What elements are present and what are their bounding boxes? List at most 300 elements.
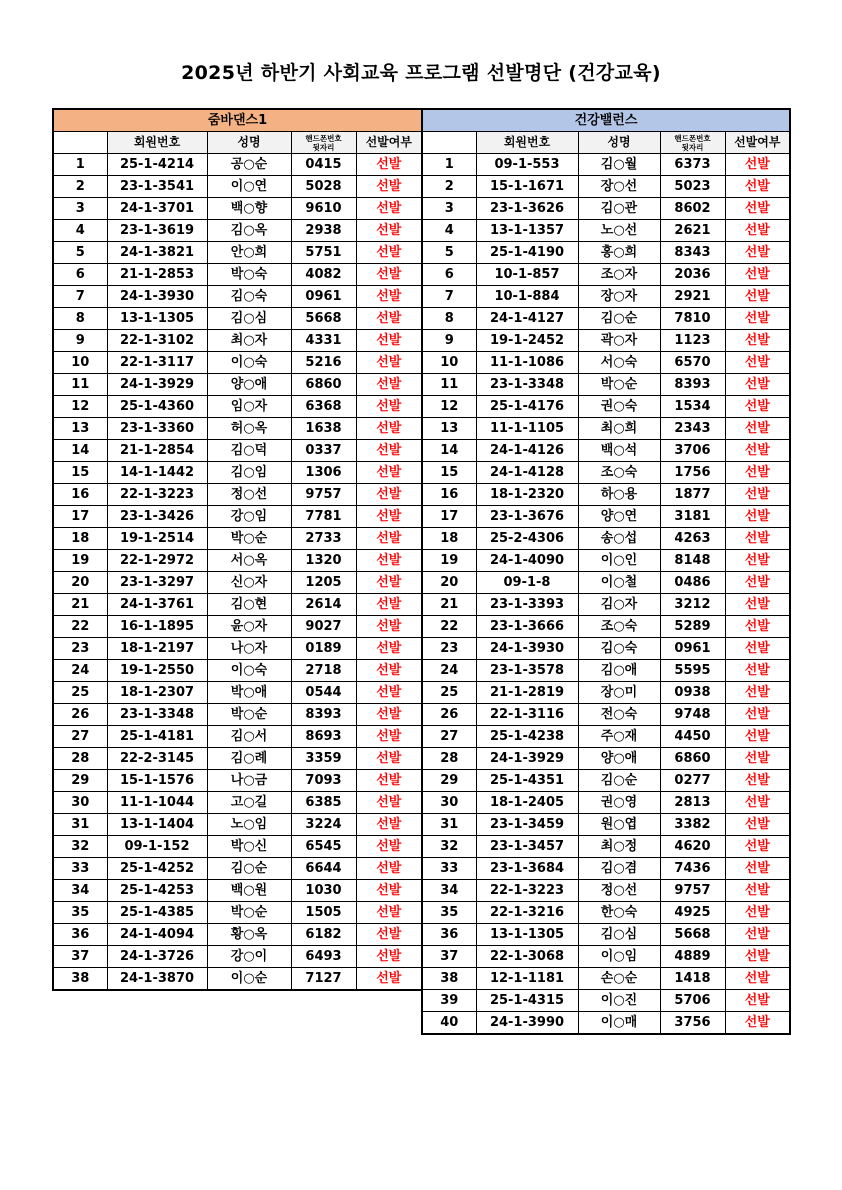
- table-row: [422, 308, 790, 330]
- phone-last4: 0189: [291, 638, 356, 660]
- selection-status: 선발: [725, 198, 790, 220]
- member-name: 정○선: [578, 880, 660, 902]
- table-row: [53, 176, 422, 198]
- member-name: 이○순: [207, 968, 291, 991]
- phone-last4: 4450: [660, 726, 725, 748]
- selection-status: 선발: [725, 990, 790, 1012]
- selection-status: 선발: [725, 880, 790, 902]
- selection-status: 선발: [356, 572, 422, 594]
- row-index: 4: [53, 220, 107, 242]
- member-number: 21-1-2819: [476, 682, 578, 704]
- selection-status: 선발: [725, 550, 790, 572]
- selection-status: 선발: [725, 704, 790, 726]
- phone-last4: 5023: [660, 176, 725, 198]
- member-number: 23-1-3393: [476, 594, 578, 616]
- phone-last4: 3224: [291, 814, 356, 836]
- member-number: 13-1-1305: [476, 924, 578, 946]
- member-name: 백○원: [207, 880, 291, 902]
- member-number: 23-1-3578: [476, 660, 578, 682]
- selection-status: 선발: [356, 682, 422, 704]
- table-row: [53, 462, 422, 484]
- member-name: 나○금: [207, 770, 291, 792]
- selection-status: 선발: [725, 418, 790, 440]
- phone-last4: 1877: [660, 484, 725, 506]
- member-number: 23-1-3666: [476, 616, 578, 638]
- row-index: 11: [53, 374, 107, 396]
- member-number: 24-1-4090: [476, 550, 578, 572]
- table-row: [53, 550, 422, 572]
- selection-status: 선발: [725, 616, 790, 638]
- row-index: 20: [422, 572, 476, 594]
- table-row: [53, 946, 422, 968]
- table-row: [53, 902, 422, 924]
- member-name: 김○관: [578, 198, 660, 220]
- table-row: [422, 550, 790, 572]
- phone-last4: 3181: [660, 506, 725, 528]
- selection-status: 선발: [356, 352, 422, 374]
- row-index: 27: [422, 726, 476, 748]
- member-name: 최○정: [578, 836, 660, 858]
- member-name: 김○옥: [207, 220, 291, 242]
- member-number: 22-1-2972: [107, 550, 207, 572]
- member-name: 원○엽: [578, 814, 660, 836]
- phone-last4: 6644: [291, 858, 356, 880]
- member-name: 이○임: [578, 946, 660, 968]
- table-row: [422, 704, 790, 726]
- member-number: 25-1-4190: [476, 242, 578, 264]
- row-index: 5: [422, 242, 476, 264]
- phone-last4: 6860: [660, 748, 725, 770]
- table-row: [422, 792, 790, 814]
- member-number: 23-1-3297: [107, 572, 207, 594]
- member-number: 16-1-1895: [107, 616, 207, 638]
- table-row: [53, 726, 422, 748]
- selection-status: 선발: [725, 924, 790, 946]
- phone-last4: 1205: [291, 572, 356, 594]
- table-row: [422, 880, 790, 902]
- row-index: 7: [53, 286, 107, 308]
- member-name: 김○숙: [578, 638, 660, 660]
- selection-status: 선발: [725, 682, 790, 704]
- member-number: 24-1-4128: [476, 462, 578, 484]
- phone-last4: 3756: [660, 1012, 725, 1035]
- selection-status: 선발: [356, 726, 422, 748]
- selection-status: 선발: [356, 484, 422, 506]
- row-index: 21: [422, 594, 476, 616]
- member-name: 주○재: [578, 726, 660, 748]
- member-name: 김○현: [207, 594, 291, 616]
- phone-last4: 1638: [291, 418, 356, 440]
- member-number: 12-1-1181: [476, 968, 578, 990]
- phone-last4: 6182: [291, 924, 356, 946]
- row-index: 23: [53, 638, 107, 660]
- selection-status: 선발: [725, 352, 790, 374]
- member-number: 13-1-1357: [476, 220, 578, 242]
- phone-last4: 6373: [660, 154, 725, 176]
- phone-last4: 0277: [660, 770, 725, 792]
- member-number: 25-1-4252: [107, 858, 207, 880]
- table-row: [53, 638, 422, 660]
- phone-last4: 4331: [291, 330, 356, 352]
- phone-last4: 5216: [291, 352, 356, 374]
- member-number: 23-1-3348: [107, 704, 207, 726]
- table-row: [422, 198, 790, 220]
- phone-last4: 1030: [291, 880, 356, 902]
- row-index: 28: [53, 748, 107, 770]
- member-name: 이○진: [578, 990, 660, 1012]
- selection-status: 선발: [725, 308, 790, 330]
- selection-status: 선발: [725, 748, 790, 770]
- selection-status: 선발: [725, 286, 790, 308]
- member-name: 손○순: [578, 968, 660, 990]
- phone-last4: 6385: [291, 792, 356, 814]
- table-row: [422, 594, 790, 616]
- selection-status: 선발: [725, 176, 790, 198]
- phone-last4: 0337: [291, 440, 356, 462]
- selection-status: 선발: [356, 902, 422, 924]
- member-name: 장○미: [578, 682, 660, 704]
- phone-last4: 4925: [660, 902, 725, 924]
- member-number: 19-1-2550: [107, 660, 207, 682]
- member-number: 23-1-3541: [107, 176, 207, 198]
- row-index: 23: [422, 638, 476, 660]
- row-index: 15: [422, 462, 476, 484]
- table-row: [422, 440, 790, 462]
- table-row: [53, 418, 422, 440]
- table-row: [422, 286, 790, 308]
- member-number: 23-1-3348: [476, 374, 578, 396]
- member-name: 박○애: [207, 682, 291, 704]
- phone-last4: 6368: [291, 396, 356, 418]
- row-index: 24: [422, 660, 476, 682]
- phone-last4: 5028: [291, 176, 356, 198]
- member-name: 양○연: [578, 506, 660, 528]
- row-index: 40: [422, 1012, 476, 1035]
- phone-last4: 3359: [291, 748, 356, 770]
- phone-last4: 4620: [660, 836, 725, 858]
- member-name: 김○심: [207, 308, 291, 330]
- selection-status: 선발: [356, 418, 422, 440]
- member-number: 23-1-3459: [476, 814, 578, 836]
- member-number: 23-1-3626: [476, 198, 578, 220]
- member-number: 24-1-3930: [107, 286, 207, 308]
- selection-status: 선발: [356, 220, 422, 242]
- zumba-roster-table: [52, 108, 423, 991]
- table-row: [53, 220, 422, 242]
- row-index: 37: [53, 946, 107, 968]
- phone-last4: 9610: [291, 198, 356, 220]
- row-index: 9: [422, 330, 476, 352]
- row-index: 1: [53, 154, 107, 176]
- member-number: 25-1-4176: [476, 396, 578, 418]
- member-number: 24-1-4127: [476, 308, 578, 330]
- member-name: 양○애: [207, 374, 291, 396]
- member-name: 김○애: [578, 660, 660, 682]
- phone-last4: 5289: [660, 616, 725, 638]
- selection-status: 선발: [356, 308, 422, 330]
- member-name: 박○순: [207, 704, 291, 726]
- member-name: 노○임: [207, 814, 291, 836]
- member-name: 조○숙: [578, 462, 660, 484]
- member-name: 조○자: [578, 264, 660, 286]
- table-row: [422, 352, 790, 374]
- phone-last4: 5706: [660, 990, 725, 1012]
- row-index: 16: [53, 484, 107, 506]
- table-row: [422, 462, 790, 484]
- member-name: 이○숙: [207, 352, 291, 374]
- row-index: 22: [53, 616, 107, 638]
- row-index: 9: [53, 330, 107, 352]
- selection-status: 선발: [356, 528, 422, 550]
- member-number: 23-1-3426: [107, 506, 207, 528]
- member-number: 22-1-3102: [107, 330, 207, 352]
- table-row: [422, 572, 790, 594]
- row-index: 36: [422, 924, 476, 946]
- table-row: [422, 418, 790, 440]
- member-name: 김○순: [578, 770, 660, 792]
- table-row: [53, 286, 422, 308]
- selection-status: 선발: [356, 968, 422, 991]
- phone-last4: 1756: [660, 462, 725, 484]
- row-index: 5: [53, 242, 107, 264]
- member-number: 09-1-553: [476, 154, 578, 176]
- member-number: 21-1-2853: [107, 264, 207, 286]
- header-phone-line2: 뒷자리: [312, 142, 335, 152]
- table-row: [53, 704, 422, 726]
- member-name: 이○매: [578, 1012, 660, 1035]
- member-number: 15-1-1576: [107, 770, 207, 792]
- phone-last4: 0961: [660, 638, 725, 660]
- phone-last4: 1534: [660, 396, 725, 418]
- phone-last4: 4082: [291, 264, 356, 286]
- row-index: 13: [53, 418, 107, 440]
- table-row: [53, 594, 422, 616]
- member-number: 22-1-3117: [107, 352, 207, 374]
- row-index: 27: [53, 726, 107, 748]
- row-index: 6: [422, 264, 476, 286]
- member-name: 황○옥: [207, 924, 291, 946]
- table-row: [53, 396, 422, 418]
- row-index: 3: [53, 198, 107, 220]
- member-name: 신○자: [207, 572, 291, 594]
- row-index: 25: [422, 682, 476, 704]
- row-index: 17: [422, 506, 476, 528]
- selection-status: 선발: [356, 506, 422, 528]
- member-number: 18-1-2307: [107, 682, 207, 704]
- phone-last4: 7436: [660, 858, 725, 880]
- member-name: 권○영: [578, 792, 660, 814]
- row-index: 24: [53, 660, 107, 682]
- phone-last4: 8343: [660, 242, 725, 264]
- selection-status: 선발: [356, 440, 422, 462]
- member-name: 홍○희: [578, 242, 660, 264]
- row-index: 34: [53, 880, 107, 902]
- row-index: 12: [422, 396, 476, 418]
- header-index-blank: [422, 132, 476, 154]
- health-balance-roster-table: [421, 108, 791, 1035]
- member-name: 곽○자: [578, 330, 660, 352]
- member-name: 김○서: [207, 726, 291, 748]
- selection-status: 선발: [725, 506, 790, 528]
- member-name: 전○숙: [578, 704, 660, 726]
- header-phone: [291, 132, 356, 154]
- selection-status: 선발: [356, 748, 422, 770]
- row-index: 39: [422, 990, 476, 1012]
- selection-status: 선발: [356, 946, 422, 968]
- member-name: 김○례: [207, 748, 291, 770]
- selection-status: 선발: [725, 814, 790, 836]
- phone-last4: 3382: [660, 814, 725, 836]
- row-index: 29: [422, 770, 476, 792]
- header-name: 성명: [207, 132, 291, 154]
- row-index: 32: [422, 836, 476, 858]
- member-number: 13-1-1305: [107, 308, 207, 330]
- selection-status: 선발: [356, 638, 422, 660]
- member-name: 김○순: [578, 308, 660, 330]
- member-name: 나○자: [207, 638, 291, 660]
- selection-status: 선발: [725, 638, 790, 660]
- table-row: [422, 220, 790, 242]
- member-name: 김○겸: [578, 858, 660, 880]
- row-index: 33: [53, 858, 107, 880]
- member-name: 이○인: [578, 550, 660, 572]
- member-number: 21-1-2854: [107, 440, 207, 462]
- header-member-no: 회원번호: [107, 132, 207, 154]
- table-row: [53, 770, 422, 792]
- member-number: 24-1-4094: [107, 924, 207, 946]
- phone-last4: 9757: [291, 484, 356, 506]
- table-row: [53, 682, 422, 704]
- group-title-health-balance: 건강밸런스: [422, 109, 790, 132]
- table-row: [422, 946, 790, 968]
- phone-last4: 2718: [291, 660, 356, 682]
- phone-last4: 6545: [291, 836, 356, 858]
- member-name: 한○숙: [578, 902, 660, 924]
- member-number: 23-1-3457: [476, 836, 578, 858]
- member-name: 강○이: [207, 946, 291, 968]
- selection-status: 선발: [356, 550, 422, 572]
- table-row: [422, 990, 790, 1012]
- table-row: [53, 330, 422, 352]
- member-number: 11-1-1086: [476, 352, 578, 374]
- selection-status: 선발: [356, 374, 422, 396]
- member-name: 공○순: [207, 154, 291, 176]
- row-index: 21: [53, 594, 107, 616]
- phone-last4: 7127: [291, 968, 356, 991]
- table-row: [53, 506, 422, 528]
- phone-last4: 9748: [660, 704, 725, 726]
- selection-status: 선발: [356, 286, 422, 308]
- phone-last4: 5668: [291, 308, 356, 330]
- member-name: 하○용: [578, 484, 660, 506]
- table-row: [53, 924, 422, 946]
- member-name: 박○순: [207, 902, 291, 924]
- phone-last4: 2813: [660, 792, 725, 814]
- selection-status: 선발: [725, 726, 790, 748]
- row-index: 32: [53, 836, 107, 858]
- table-row: [422, 506, 790, 528]
- row-index: 10: [422, 352, 476, 374]
- header-name: 성명: [578, 132, 660, 154]
- member-number: 25-1-4360: [107, 396, 207, 418]
- selection-status: 선발: [725, 836, 790, 858]
- row-index: 30: [422, 792, 476, 814]
- table-row: [53, 792, 422, 814]
- member-number: 24-1-4126: [476, 440, 578, 462]
- table-row: [53, 836, 422, 858]
- member-name: 고○길: [207, 792, 291, 814]
- member-number: 18-1-2320: [476, 484, 578, 506]
- member-number: 09-1-8: [476, 572, 578, 594]
- member-number: 23-1-3684: [476, 858, 578, 880]
- row-index: 37: [422, 946, 476, 968]
- row-index: 22: [422, 616, 476, 638]
- member-number: 11-1-1044: [107, 792, 207, 814]
- selection-status: 선발: [725, 946, 790, 968]
- row-index: 26: [53, 704, 107, 726]
- member-name: 장○선: [578, 176, 660, 198]
- table-row: [53, 748, 422, 770]
- phone-last4: 2733: [291, 528, 356, 550]
- phone-last4: 9757: [660, 880, 725, 902]
- member-number: 10-1-857: [476, 264, 578, 286]
- selection-status: 선발: [725, 792, 790, 814]
- selection-status: 선발: [725, 330, 790, 352]
- row-index: 13: [422, 418, 476, 440]
- table-row: [422, 176, 790, 198]
- selection-status: 선발: [725, 660, 790, 682]
- row-index: 29: [53, 770, 107, 792]
- member-number: 15-1-1671: [476, 176, 578, 198]
- member-number: 25-1-4181: [107, 726, 207, 748]
- header-phone-line1: 핸드폰번호: [305, 133, 342, 143]
- member-name: 박○순: [207, 528, 291, 550]
- member-number: 25-1-4253: [107, 880, 207, 902]
- selection-status: 선발: [356, 330, 422, 352]
- selection-status: 선발: [725, 902, 790, 924]
- member-name: 권○숙: [578, 396, 660, 418]
- row-index: 4: [422, 220, 476, 242]
- member-name: 김○월: [578, 154, 660, 176]
- table-row: [53, 308, 422, 330]
- row-index: 15: [53, 462, 107, 484]
- phone-last4: 1306: [291, 462, 356, 484]
- member-name: 서○옥: [207, 550, 291, 572]
- member-number: 25-1-4351: [476, 770, 578, 792]
- table-row: [53, 264, 422, 286]
- phone-last4: 0486: [660, 572, 725, 594]
- table-row: [422, 1012, 790, 1035]
- member-name: 장○자: [578, 286, 660, 308]
- member-number: 23-1-3676: [476, 506, 578, 528]
- phone-last4: 2938: [291, 220, 356, 242]
- selection-status: 선발: [356, 594, 422, 616]
- table-row: [53, 968, 422, 991]
- table-row: [53, 374, 422, 396]
- table-row: [422, 396, 790, 418]
- member-name: 최○희: [578, 418, 660, 440]
- phone-last4: 0415: [291, 154, 356, 176]
- selection-status: 선발: [356, 836, 422, 858]
- header-selected: 선발여부: [725, 132, 790, 154]
- row-index: 34: [422, 880, 476, 902]
- table-row: [422, 264, 790, 286]
- phone-last4: 8602: [660, 198, 725, 220]
- table-row: [422, 660, 790, 682]
- member-name: 백○석: [578, 440, 660, 462]
- member-number: 22-1-3068: [476, 946, 578, 968]
- selection-status: 선발: [356, 176, 422, 198]
